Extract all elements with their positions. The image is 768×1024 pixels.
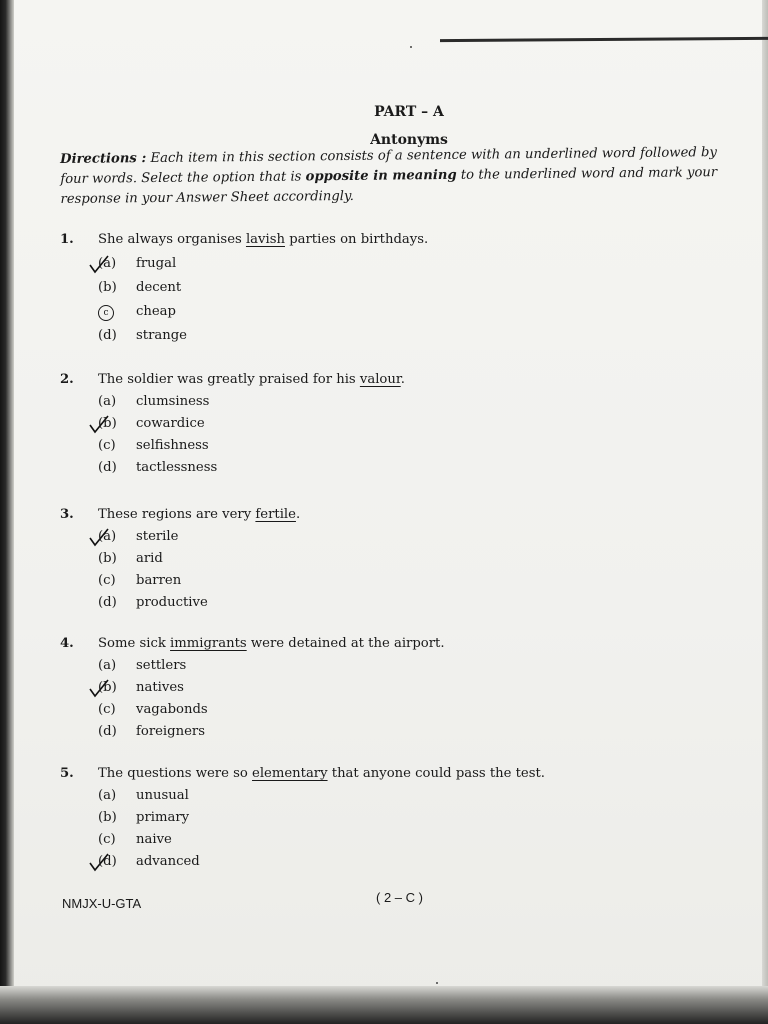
option-c[interactable] xyxy=(60,702,740,724)
question-1 xyxy=(60,232,740,350)
option-text: vagabonds xyxy=(136,702,208,717)
option-d[interactable] xyxy=(60,460,740,482)
option-text: naive xyxy=(136,832,172,847)
option-text: primary xyxy=(136,810,190,825)
option-text: foreigners xyxy=(136,724,205,739)
filled-circle-icon: c xyxy=(98,305,114,321)
page-edge-right xyxy=(762,0,768,1024)
question-number: 3. xyxy=(60,507,74,522)
directions-emphasis: opposite in meaning xyxy=(305,167,457,185)
underlined-word: fertile xyxy=(255,507,296,522)
option-letter: (b) xyxy=(98,551,117,566)
option-a[interactable] xyxy=(60,394,740,416)
question-2 xyxy=(60,372,740,482)
option-text: barren xyxy=(136,573,182,588)
option-d[interactable] xyxy=(60,724,740,746)
option-letter: (b) xyxy=(98,416,117,431)
option-b[interactable] xyxy=(60,416,740,438)
option-letter: (d) xyxy=(98,328,117,343)
option-letter: (c) xyxy=(98,573,116,588)
option-text: cowardice xyxy=(136,416,205,431)
speck xyxy=(436,982,438,984)
option-c[interactable] xyxy=(60,832,740,854)
page-number: ( 2 – C ) xyxy=(376,890,423,905)
speck xyxy=(410,46,412,48)
option-letter: (d) xyxy=(98,595,117,610)
option-letter: (d) xyxy=(98,460,117,475)
question-number: 4. xyxy=(60,636,74,651)
question-text: The soldier was greatly praised for his valour. xyxy=(98,372,405,387)
option-b[interactable] xyxy=(60,810,740,832)
option-text: strange xyxy=(136,328,187,343)
option-letter: (b) xyxy=(98,810,117,825)
directions-text-1: Each item in this section consists of a sentence with an underlined word followed by four words. Select the option that is xyxy=(60,145,717,187)
question-text: These regions are very fertile. xyxy=(98,507,301,522)
option-letter: (a) xyxy=(98,658,117,673)
option-letter: (c) xyxy=(98,702,116,717)
option-letter: (d) xyxy=(98,724,117,739)
option-letter: (c) xyxy=(98,438,116,453)
underlined-word: immigrants xyxy=(170,636,247,651)
option-c[interactable] xyxy=(60,573,740,595)
option-a[interactable] xyxy=(60,256,740,278)
option-b[interactable] xyxy=(60,280,740,302)
question-number: 1. xyxy=(60,232,74,247)
booklet-code: NMJX-U-GTA xyxy=(62,896,142,911)
question-5 xyxy=(60,766,740,876)
option-a[interactable] xyxy=(60,788,740,810)
directions-text-2: to the underlined word and mark your response in your Answer Sheet accordingly. xyxy=(60,165,718,207)
question-text: Some sick immigrants were detained at the airport. xyxy=(98,636,445,651)
option-letter: (a) xyxy=(98,788,117,803)
question-4 xyxy=(60,636,740,746)
option-d[interactable] xyxy=(60,595,740,617)
underlined-word: valour xyxy=(359,372,401,387)
option-letter: (b) xyxy=(98,280,117,295)
option-text: selfishness xyxy=(136,438,209,453)
option-letter: (c) xyxy=(98,832,116,847)
option-text: natives xyxy=(136,680,184,695)
option-text: decent xyxy=(136,280,182,295)
question-3 xyxy=(60,507,740,617)
option-text: unusual xyxy=(136,788,189,803)
option-text: clumsiness xyxy=(136,394,210,409)
question-number: 2. xyxy=(60,372,74,387)
option-text: productive xyxy=(136,595,208,610)
option-text: cheap xyxy=(136,304,176,319)
option-letter: (a) xyxy=(98,394,117,409)
page-shadow-bottom xyxy=(0,986,768,1024)
option-a[interactable] xyxy=(60,658,740,680)
page-shadow-left xyxy=(0,0,14,1024)
option-text: arid xyxy=(136,551,163,566)
underlined-word: lavish xyxy=(245,232,285,247)
option-text: settlers xyxy=(136,658,187,673)
section-heading: Antonyms xyxy=(370,132,448,148)
option-text: advanced xyxy=(136,854,200,869)
option-a[interactable] xyxy=(60,529,740,551)
option-c[interactable] xyxy=(60,438,740,460)
option-c[interactable] xyxy=(60,304,740,326)
option-text: sterile xyxy=(136,529,179,544)
option-d[interactable] xyxy=(60,328,740,350)
option-letter: (a) xyxy=(98,256,117,271)
underlined-word: elementary xyxy=(252,766,328,781)
directions xyxy=(60,143,737,210)
option-text: frugal xyxy=(136,256,177,271)
option-d[interactable] xyxy=(60,854,740,876)
option-b[interactable] xyxy=(60,680,740,702)
directions-label: Directions : xyxy=(60,151,147,167)
question-text: The questions were so elementary that anyone could pass the test. xyxy=(98,766,546,781)
question-text: She always organises lavish parties on birthdays. xyxy=(98,232,429,247)
question-number: 5. xyxy=(60,766,74,781)
option-letter: (b) xyxy=(98,680,117,695)
part-heading: PART – A xyxy=(374,104,444,120)
option-b[interactable] xyxy=(60,551,740,573)
option-text: tactlessness xyxy=(136,460,218,475)
option-letter: (a) xyxy=(98,529,117,544)
option-letter: (d) xyxy=(98,854,117,869)
